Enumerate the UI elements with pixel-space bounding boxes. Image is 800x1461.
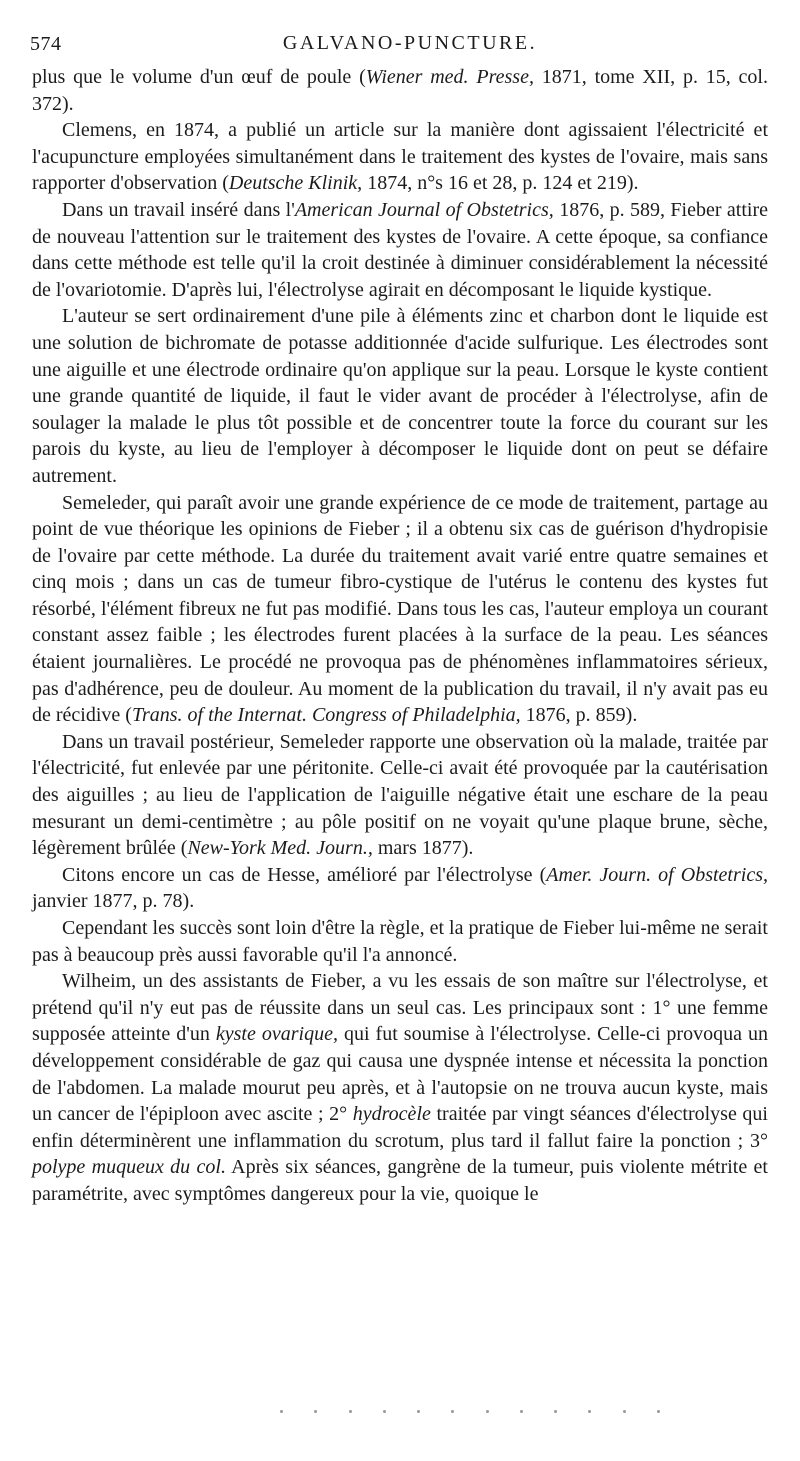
- page-number: 574: [30, 33, 62, 55]
- text-run: Cependant les succès sont loin d'être la règle, et la pratique de Fieber lui-même ne serait pas à beaucoup près aussi favorable qu'il l'a annoncé.: [32, 917, 768, 966]
- text-run: janvier 1877, p. 78).: [32, 890, 195, 913]
- text-run: L'auteur se sert ordinairement d'une pile à éléments zinc et charbon dont le liquide est une solution de bichromate de potasse additionnée d'acide sulfurique. Les électrodes sont une aiguille et une électrode ordinaire qu'on applique sur la peau. Lorsque le kyste contient une grande quantité de liquide, il faut le vider avant de procéder à l'électrolyse, afin de soulager la malade le plus tôt possible et de concentrer toute la force du courant sur les parois du kyste, au lieu de l'employer à décomposer le liquide dont on peut se défaire autrement.: [32, 305, 768, 487]
- text-run: Dans un travail postérieur, Semeleder rapporte une observation où la malade, traitée par l'électricité, fut enlevée par une péritonite. Celle-ci avait été provoquée par la cautérisation des aiguilles ; au lieu de l'application de l'aiguille négative était une eschare de la peau mesurant un demi-centimètre ; au pôle positif on ne voyait qu'une plaque brune, sèche, légèrement brûlée (: [32, 730, 768, 860]
- text-run: 1876, p. 589, Fieber attire de nouveau l'attention sur le traitement des kystes de l'ovaire. A cette époque, sa confiance dans cette méthode est telle qu'il la croit destinée à diminuer considérablement la nécessité de l'ovariotomie. D'après lui, l'électrolyse agirait en décomposant le liquide kystique.: [32, 198, 768, 301]
- italic-citation: Trans. of the Internat. Congress of Philadelphia,: [131, 704, 521, 727]
- text-run: traitée par vingt séances d'électrolyse qui enfin déterminèrent une inflammation du scrotum, plus tard il fallut faire la ponction ; 3°: [32, 1103, 768, 1152]
- paragraph: [32, 117, 768, 197]
- italic-citation: polype muqueux du col.: [32, 1156, 226, 1179]
- paragraph: [32, 490, 768, 729]
- italic-citation: Deutsche Klinik,: [228, 172, 363, 195]
- text-run: Dans un travail inséré dans l': [62, 198, 295, 221]
- paragraph: [32, 303, 768, 489]
- text-run: Wilheim, un des assistants de Fieber, a vu les essais de son maître sur l'électrolyse, et prétend qu'il n'y eut pas de réussite dans un seul cas. Les principaux sont : 1° une femme supposée atteinte d'un: [32, 970, 768, 1046]
- paragraph: [32, 64, 768, 117]
- text-run: mars 1877).: [372, 837, 474, 860]
- running-head: GALVANO-PUNCTURE.: [282, 32, 538, 54]
- text-run: qui fut soumise à l'électrolyse. Celle-ci provoqua un développement considérable de gaz qui causa une dyspnée intense et nécessita la ponction de l'abdomen. La malade mourut peu après, et à l'autopsie on ne trouva aucun kyste, mais un cancer de l'épiploon avec ascite ; 2°: [32, 1023, 768, 1126]
- paragraph: [32, 915, 768, 968]
- paragraph: [32, 968, 768, 1207]
- text-run: 1871, tome XII, p. 15, col. 372).: [32, 66, 768, 115]
- text-run: plus que le volume d'un œuf de poule (: [32, 66, 366, 88]
- italic-citation: hydrocèle: [352, 1103, 431, 1126]
- italic-citation: American Journal of Obstetrics,: [294, 198, 554, 221]
- italic-citation: Wiener med. Presse,: [365, 66, 534, 88]
- italic-citation: kyste ovarique,: [215, 1023, 338, 1046]
- italic-citation: New-York Med. Journ.,: [187, 837, 373, 860]
- italic-citation: Amer. Journ. of Obstetrics,: [546, 863, 768, 886]
- paragraph: [32, 197, 768, 303]
- text-run: Citons encore un cas de Hesse, amélioré par l'électrolyse (: [62, 863, 547, 886]
- text-run: 1876, p. 859).: [520, 704, 638, 727]
- paragraph: [32, 862, 768, 915]
- text-run: Clemens, en 1874, a publié un article sur la manière dont agissaient l'électricité et l'acupuncture employées simultanément dans le traitement des kystes de l'ovaire, mais sans rapporter d'observation (: [32, 119, 768, 195]
- text-run: Semeleder, qui paraît avoir une grande expérience de ce mode de traitement, partage au point de vue théorique les opinions de Fieber ; il a obtenu six cas de guérison d'hydropisie de l'ovaire par cette méthode. La durée du traitement avait varié entre quatre semaines et cinq mois ; dans un cas de tumeur fibro-cystique de l'utérus le contenu des kystes fut résorbé, l'élément fibreux ne fut pas modifié. Dans tous les cas, l'auteur employa un courant constant assez faible ; les électrodes furent placées à la surface de la peau. Les séances étaient journalières. Le procédé ne provoqua pas de phénomènes inflammatoires sérieux, pas d'adhérence, peu de douleur. Au moment de la publication du travail, il n'y avait pas eu de récidive (: [32, 491, 768, 727]
- text-run: Après six séances, gangrène de la tumeur, puis violente métrite et paramétrite, avec symptômes dangereux pour la vie, quoique le: [32, 1156, 768, 1205]
- body-text: [32, 64, 768, 1208]
- text-run: 1874, n°s 16 et 28, p. 124 et 219).: [362, 172, 639, 195]
- footer-dot-leader: [280, 1410, 660, 1414]
- paragraph: [32, 729, 768, 862]
